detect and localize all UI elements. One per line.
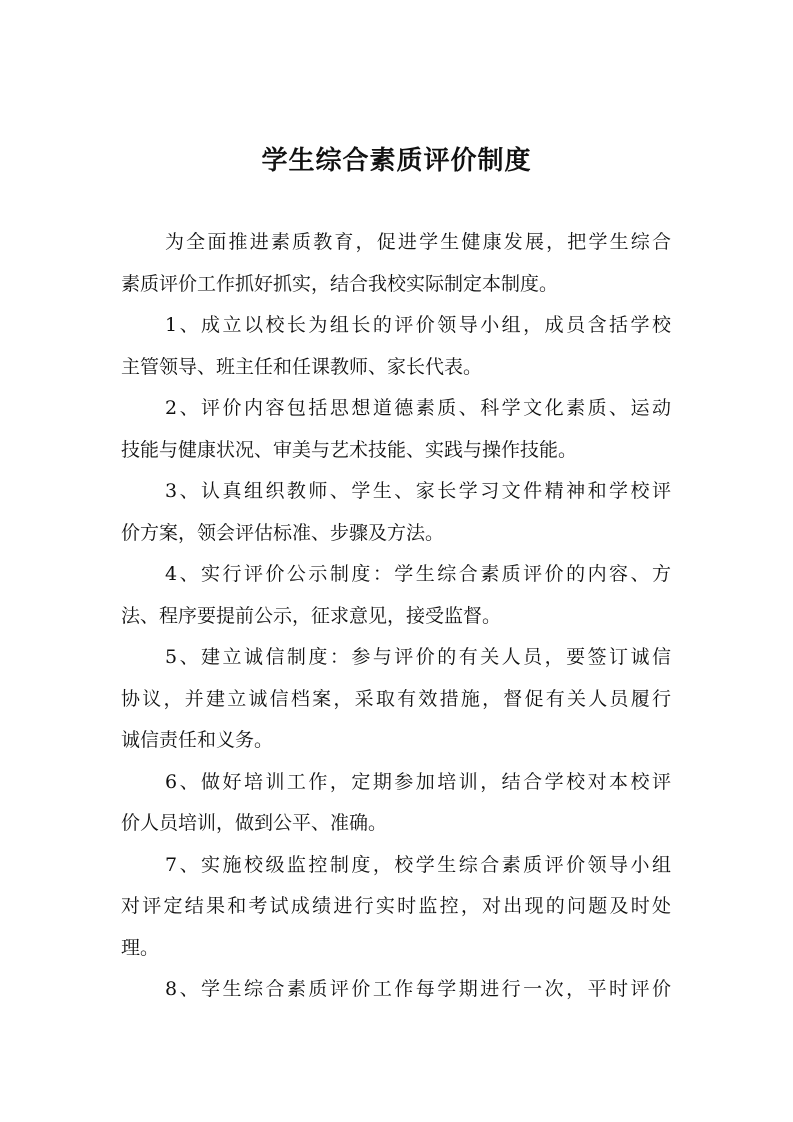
text-line: 3、认真组织教师、学生、家长学习文件精神和学校评 bbox=[165, 480, 671, 502]
paragraph bbox=[121, 222, 671, 305]
paragraph bbox=[121, 388, 671, 471]
text-line: 对评定结果和考试成绩进行实时监控，对出现的问题及时处 bbox=[121, 895, 671, 917]
text-line: 4、实行评价公示制度：学生综合素质评价的内容、方 bbox=[165, 563, 671, 585]
text-line: 素质评价工作抓好抓实，结合我校实际制定本制度。 bbox=[121, 272, 559, 295]
text-line: 价方案，领会评估标准、步骤及方法。 bbox=[121, 521, 445, 544]
paragraph bbox=[121, 845, 671, 970]
paragraph bbox=[121, 471, 671, 554]
text-line: 8、学生综合素质评价工作每学期进行一次，平时评价 bbox=[165, 978, 671, 1000]
paragraph bbox=[121, 305, 671, 388]
text-line: 价人员培训，做到公平、准确。 bbox=[121, 812, 388, 834]
paragraph bbox=[121, 762, 671, 845]
text-line: 主管领导、班主任和任课教师、家长代表。 bbox=[121, 355, 483, 378]
text-line: 2、评价内容包括思想道德素质、科学文化素质、运动 bbox=[165, 397, 671, 419]
text-line: 诚信责任和义务。 bbox=[121, 729, 274, 751]
paragraph bbox=[121, 554, 671, 637]
text-line: 1、成立以校长为组长的评价领导小组，成员含括学校 bbox=[165, 314, 671, 336]
text-line: 理。 bbox=[121, 936, 160, 959]
text-line: 6、做好培训工作，定期参加培训，结合学校对本校评 bbox=[165, 770, 671, 793]
document-body bbox=[121, 222, 671, 1011]
text-line: 5、建立诚信制度：参与评价的有关人员，要签订诚信 bbox=[165, 646, 671, 668]
text-line: 技能与健康状况、审美与艺术技能、实践与操作技能。 bbox=[121, 438, 578, 461]
text-line: 协议，并建立诚信档案，采取有效措施，督促有关人员履行 bbox=[121, 687, 671, 710]
text-line: 为全面推进素质教育，促进学生健康发展，把学生综合 bbox=[165, 231, 671, 253]
paragraph bbox=[121, 637, 671, 762]
text-line: 法、程序要提前公示，征求意见，接受监督。 bbox=[121, 604, 502, 627]
document-title: 学生综合素质评价制度 bbox=[261, 146, 532, 176]
text-line: 7、实施校级监控制度，校学生综合素质评价领导小组 bbox=[165, 853, 671, 876]
paragraph bbox=[121, 969, 671, 1011]
